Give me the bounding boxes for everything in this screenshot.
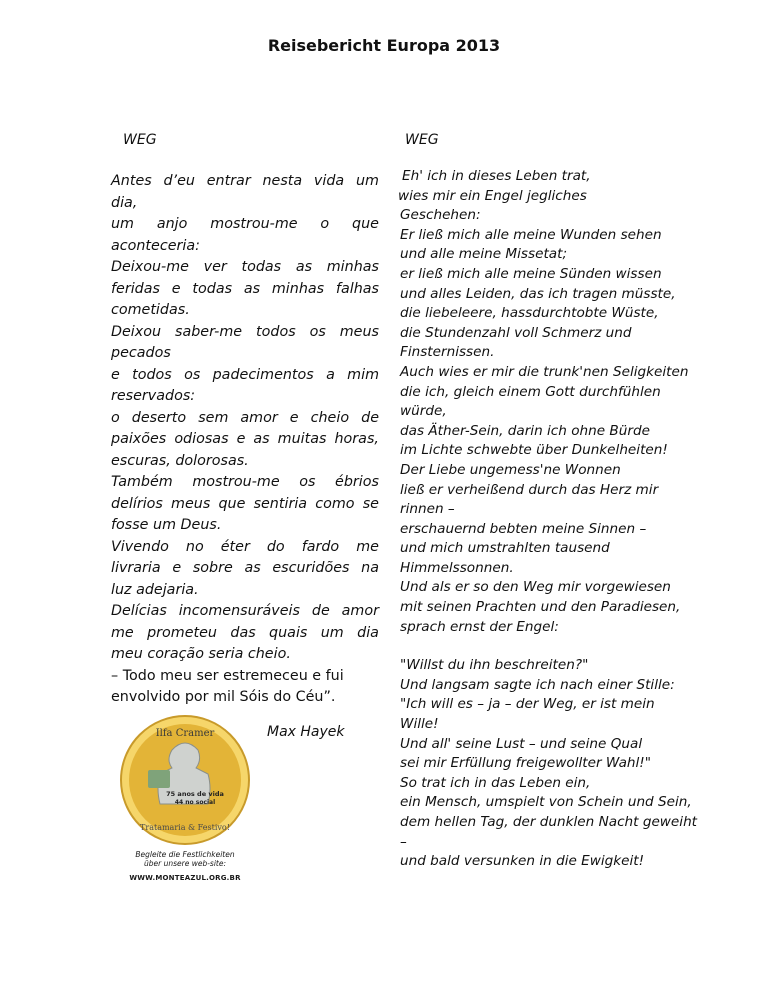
- poem-word: padecimentos: [212, 366, 314, 383]
- poem-word: me: [111, 624, 134, 641]
- poem-line: "Willst du ihn beschreiten?": [400, 657, 589, 674]
- poem-line: die liebeleere, hassdurchtobte Wüste,: [400, 305, 659, 322]
- poem-word: muitas: [277, 431, 327, 447]
- poem-word: Vivendo: [111, 538, 169, 555]
- poem-word: ver: [203, 259, 227, 275]
- poem-word: me: [356, 538, 379, 555]
- poem-line: [111, 558, 379, 580]
- poem-word: saber-me: [175, 323, 243, 340]
- poem-line: das Äther-Sein, darin ich ohne Bürde: [400, 422, 650, 439]
- poem-word: paixões: [111, 431, 167, 447]
- poem-line: [111, 214, 379, 236]
- poem-word: que: [218, 495, 246, 512]
- poem-word: dia: [357, 624, 379, 641]
- poem-word: sentiria: [253, 495, 308, 512]
- poem-word: feridas: [111, 280, 160, 297]
- poem-word: delírios: [111, 495, 163, 512]
- poem-word: de: [311, 603, 330, 619]
- poem-word: horas,: [334, 431, 379, 447]
- poem-line: er ließ mich alle meine Sünden wissen: [400, 265, 662, 282]
- medallion-emblem: [112, 712, 258, 852]
- poem-word: escuridões: [272, 560, 350, 576]
- poem-line: cometidas.: [111, 302, 190, 318]
- poem-line: aconteceria:: [111, 237, 200, 254]
- poem-word: mostrou-me: [192, 474, 280, 490]
- poem-word: todas: [192, 280, 233, 297]
- poem-word: as: [244, 560, 261, 576]
- poem-line: meu coração seria cheio.: [111, 646, 291, 662]
- poem-line: Und all' seine Lust – und seine Qual: [400, 735, 643, 752]
- poem-line: Und langsam sagte ich nach einer Stille:: [400, 676, 675, 693]
- poem-word: mostrou-me: [210, 216, 298, 232]
- poem-word: do: [266, 538, 285, 555]
- poem-word: Deixou: [111, 323, 162, 340]
- poem-line: Himmelssonnen.: [400, 559, 514, 576]
- portuguese-poem-heading: WEG: [123, 132, 157, 148]
- poem-line: "Ich will es – ja – der Weg, er ist mein: [400, 696, 655, 713]
- poem-line: [111, 365, 379, 387]
- poem-word: deserto: [131, 409, 187, 426]
- poem-word: vida: [313, 173, 345, 189]
- stanza-gap: [388, 637, 718, 656]
- poem-word: um: [355, 173, 379, 189]
- poem-line: sprach ernst der Engel:: [400, 618, 559, 635]
- poem-word: e: [111, 366, 120, 383]
- poem-line: reservados:: [111, 388, 196, 404]
- poem-line: im Lichte schwebte über Dunkelheiten!: [400, 442, 668, 459]
- poem-line: rinnen –: [400, 501, 455, 518]
- poem-word: sobre: [192, 560, 233, 576]
- poem-word: um: [111, 216, 134, 232]
- poem-word: todos: [256, 323, 296, 340]
- poem-line: So trat ich in das Leben ein,: [400, 774, 591, 791]
- poem-word: amor: [240, 409, 278, 426]
- poem-line: ließ er verheißend durch das Herz mir: [400, 481, 659, 498]
- poem-word: na: [361, 560, 379, 576]
- poem-line: wies mir ein Engel jegliches: [398, 187, 587, 204]
- german-poem: [388, 167, 718, 872]
- poem-line: Auch wies er mir die trunk'nen Seligkeiten: [400, 363, 689, 380]
- poem-line: [111, 279, 379, 301]
- poem-line: und alles Leiden, das ich tragen müsste,: [400, 285, 676, 302]
- poem-word: como: [315, 495, 355, 512]
- poem-word: e: [172, 560, 182, 576]
- flag-shape: [148, 770, 170, 788]
- poem-word: as: [253, 431, 270, 447]
- poem-word: as: [243, 280, 261, 297]
- poem-line: die ich, gleich einem Gott durchfühlen: [400, 383, 661, 400]
- poem-line: erschauernd bebten meine Sinnen –: [400, 520, 647, 537]
- poem-line: luz adejaria.: [111, 581, 199, 598]
- poem-line: Er ließ mich alle meine Wunden sehen: [400, 226, 662, 243]
- poem-line: Und als er so den Weg mir vorgewiesen: [400, 579, 671, 596]
- medallion-bottom-text: Tratamaria & Festivo!: [140, 823, 230, 832]
- poem-line: [111, 408, 379, 430]
- poem-word: cheio: [310, 409, 350, 426]
- logo-caption-line2: über unsere web-site:: [144, 859, 226, 868]
- poem-author: Max Hayek: [267, 724, 345, 740]
- poem-word: a: [326, 366, 335, 383]
- poem-line: würde,: [400, 403, 447, 420]
- poem-word: prometeu: [147, 624, 217, 641]
- poem-word: das: [230, 624, 256, 641]
- poem-line: [111, 623, 379, 645]
- poem-word: amor: [341, 603, 379, 619]
- poem-word: todas: [241, 259, 282, 275]
- german-poem-heading: WEG: [405, 132, 439, 148]
- poem-word: incomensuráveis: [178, 603, 300, 619]
- poem-word: d’eu: [163, 173, 195, 189]
- poem-line: [111, 601, 379, 623]
- poem-word: e: [289, 409, 299, 426]
- poem-word: Delícias: [111, 603, 167, 619]
- poem-line: und bald versunken in die Ewigkeit!: [400, 853, 645, 870]
- page-title: Reisebericht Europa 2013: [267, 36, 501, 55]
- poem-word: os: [309, 323, 326, 340]
- poem-line: envolvido por mil Sóis do Céu”.: [111, 689, 336, 705]
- poem-line: [111, 537, 379, 559]
- poem-word: que: [352, 216, 379, 232]
- poem-word: os: [299, 474, 316, 490]
- poem-word: entrar: [206, 173, 251, 189]
- poem-line: [111, 494, 379, 516]
- poem-line: [111, 257, 379, 279]
- medallion-years-line2: 44 no social: [174, 799, 216, 806]
- poem-line: dem hellen Tag, der dunklen Nacht geweiht: [400, 814, 698, 830]
- poem-word: quais: [269, 624, 308, 641]
- poem-line: fosse um Deus.: [111, 517, 222, 533]
- poem-word: e: [171, 280, 181, 297]
- poem-line: Eh' ich in dieses Leben trat,: [402, 168, 591, 184]
- poem-word: o: [111, 409, 120, 426]
- logo-caption: [112, 850, 258, 868]
- poem-word: sem: [198, 409, 229, 426]
- monte-azul-logo: [112, 712, 258, 888]
- poem-line: dia,: [111, 194, 138, 211]
- poem-line: mit seinen Prachten und den Paradiesen,: [400, 599, 681, 616]
- poem-word: as: [295, 259, 313, 275]
- poem-word: meus: [339, 323, 379, 340]
- medallion-top-text: Ilfa Cramer: [155, 728, 215, 739]
- poem-line: [111, 171, 379, 193]
- poem-word: no: [185, 538, 204, 555]
- poem-word: odiosas: [174, 431, 229, 447]
- poem-line: Wille!: [400, 716, 439, 733]
- logo-website-url: WWW.MONTEAZUL.ORG.BR: [129, 874, 241, 882]
- poem-line: escuras, dolorosas.: [111, 452, 249, 469]
- poem-word: falhas: [335, 280, 379, 297]
- poem-word: todos: [132, 366, 172, 383]
- poem-word: nesta: [262, 173, 303, 189]
- medallion-years-line1: 75 anos de vida: [166, 790, 224, 798]
- poem-word: anjo: [156, 216, 188, 232]
- poem-word: de: [361, 409, 379, 426]
- poem-word: éter: [220, 538, 250, 555]
- poem-word: minhas: [326, 259, 379, 275]
- poem-line: Finsternissen.: [400, 344, 495, 361]
- poem-word: meus: [171, 495, 211, 512]
- poem-word: mim: [347, 366, 379, 383]
- poem-word: o: [320, 216, 330, 232]
- poem-word: ébrios: [335, 474, 379, 490]
- poem-line: [111, 472, 379, 494]
- poem-word: um: [320, 624, 344, 641]
- poem-line: [111, 429, 379, 451]
- poem-word: minhas: [271, 280, 325, 297]
- portuguese-poem: [111, 171, 379, 709]
- poem-word: livraria: [111, 560, 161, 576]
- poem-line: –: [400, 833, 407, 850]
- poem-line: und mich umstrahlten tausend: [400, 540, 610, 557]
- poem-word: Deixou-me: [111, 259, 189, 275]
- poem-line: [111, 322, 379, 344]
- poem-line: pecados: [111, 345, 171, 361]
- poem-word: fardo: [301, 538, 340, 555]
- poem-word: Também: [111, 474, 173, 490]
- poem-line: die Stundenzahl voll Schmerz und: [400, 324, 632, 341]
- poem-line: und alle meine Missetat;: [400, 246, 568, 263]
- poem-word: se: [362, 495, 379, 512]
- poem-word: os: [184, 366, 201, 383]
- poem-line: Der Liebe ungemess'ne Wonnen: [400, 461, 621, 478]
- poem-word: Antes: [111, 173, 152, 189]
- poem-line: – Todo meu ser estremeceu e fui: [111, 667, 344, 684]
- poem-word: e: [236, 431, 246, 447]
- poem-line: ein Mensch, umspielt von Schein und Sein,: [400, 794, 692, 811]
- poem-line: Geschehen:: [400, 207, 481, 224]
- logo-caption-line1: Begleite die Festlichkeiten: [135, 850, 235, 859]
- poem-line: sei mir Erfüllung freigewollter Wahl!": [400, 755, 652, 772]
